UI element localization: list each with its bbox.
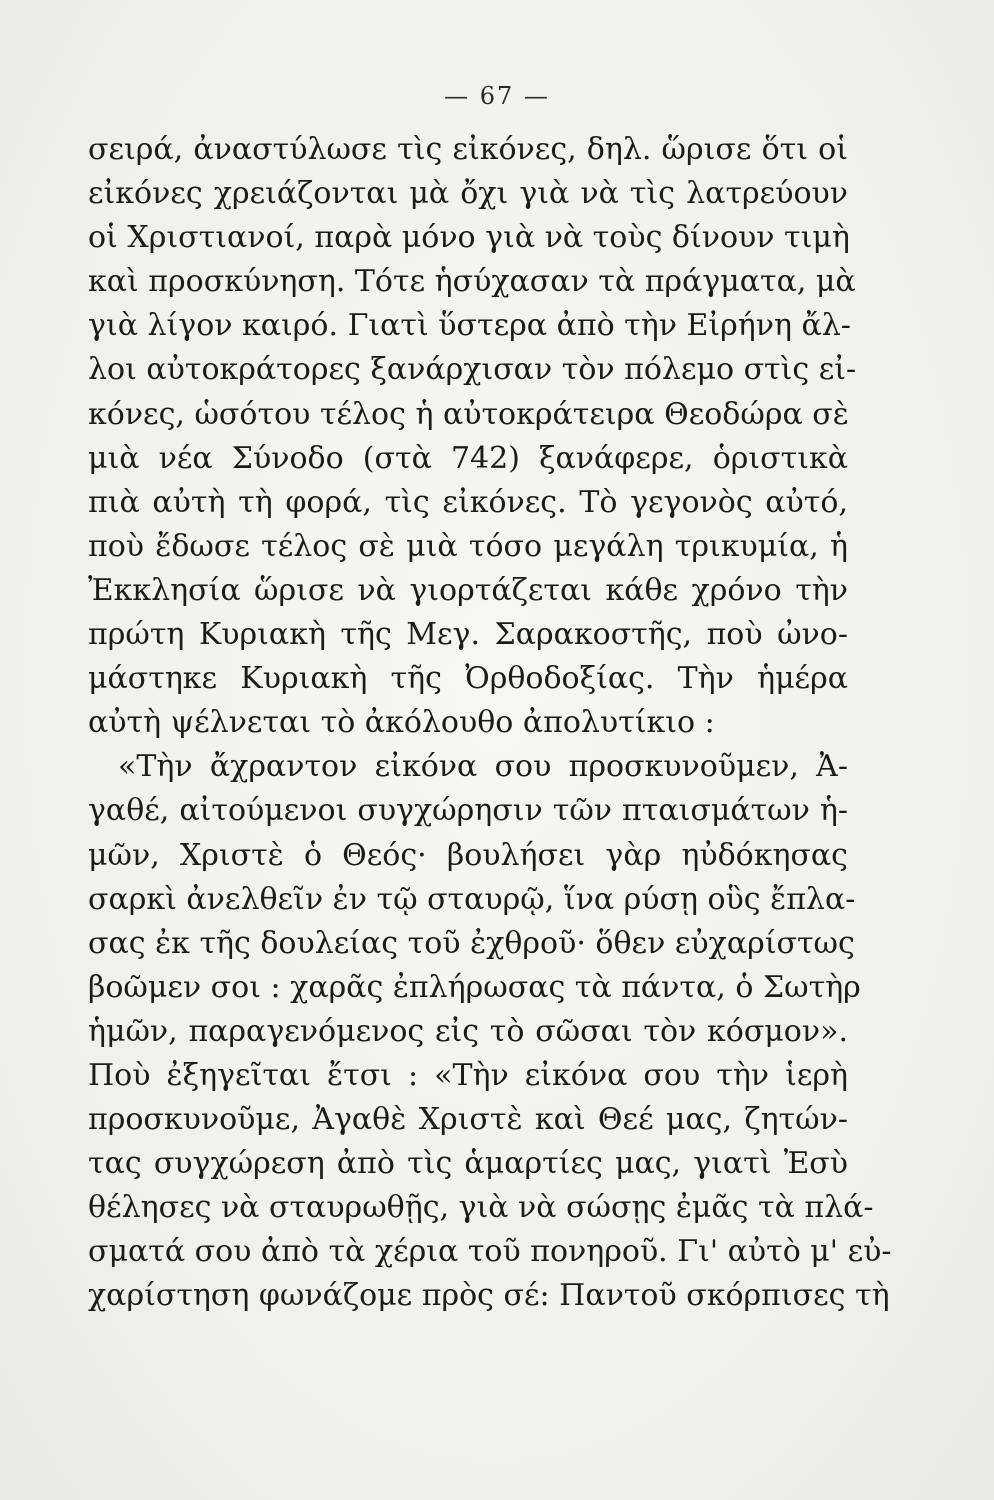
text-line: σαρκὶ ἀνελθεῖν ἐν τῷ σταυρῷ, ἵνα ρύσῃ οὓς ἔπλα-	[88, 881, 856, 917]
text-line: εἰκόνες χρειάζονται μὰ ὄχι γιὰ νὰ τὶς λατρεύουν	[88, 176, 848, 212]
text-line: ἡμῶν, παραγενόμενος εἰς τὸ σῶσαι τὸν κόσμον».	[88, 1013, 848, 1049]
text-line: «Τὴν ἄχραντον εἰκόνα σου προσκυνοῦμεν, Ἀ-	[118, 749, 848, 785]
text-line: κόνες, ὡσότου τέλος ἡ αὐτοκράτειρα Θεοδώρα σὲ	[88, 396, 849, 432]
text-line: μάστηκε Κυριακὴ τῆς Ὀρθοδοξίας. Τὴν ἡμέρα	[88, 661, 848, 697]
text-line: σας ἐκ τῆς δουλείας τοῦ ἐχθροῦ· ὅθεν εὐχαρίστως	[88, 925, 855, 961]
text-line: βοῶμεν σοι : χαρᾶς ἐπλήρωσας τὰ πάντα, ὁ Σωτὴρ	[88, 969, 861, 1005]
text-line: Ποὺ ἐξηγεῖται ἔτσι : «Τὴν εἰκόνα σου τὴν ἱερὴ	[88, 1057, 848, 1093]
text-line: καὶ προσκύνηση. Τότε ἡσύχασαν τὰ πράγματα, μὰ	[88, 264, 856, 300]
text-line: χαρίστηση φωνάζομε πρὸς σέ: Παντοῦ σκόρπισες τὴ	[88, 1278, 890, 1314]
text-line: αὐτὴ ψέλνεται τὸ ἀκόλουθο ἀπολυτίκιο :	[88, 705, 715, 741]
text-line: σειρά, ἀναστύλωσε τὶς εἰκόνες, δηλ. ὥρισε ὅτι οἱ	[88, 132, 848, 167]
text-line: πρώτη Κυριακὴ τῆς Μεγ. Σαρακοστῆς, ποὺ ὠνο-	[88, 617, 848, 653]
text-line: ποὺ ἔδωσε τέλος σὲ μιὰ τόσο μεγάλη τρικυμία, ἡ	[88, 528, 848, 564]
text-line: πιὰ αὐτὴ τὴ φορά, τὶς εἰκόνες. Τὸ γεγονὸς αὐτό,	[88, 484, 848, 520]
text-line: γιὰ λίγον καιρό. Γιατὶ ὕστερα ἀπὸ τὴν Εἰρήνη ἄλ-	[88, 308, 851, 344]
text-line: λοι αὐτοκράτορες ξανάρχισαν τὸν πόλεμο στὶς εἰ-	[88, 352, 857, 388]
text-line: προσκυνοῦμε, Ἀγαθὲ Χριστὲ καὶ Θεέ μας, ζητών-	[88, 1102, 848, 1138]
body-text	[88, 128, 892, 1319]
text-line: μῶν, Χριστὲ ὁ Θεός· βουλήσει γὰρ ηὐδόκησας	[88, 837, 848, 873]
text-line: σματά σου ἀπὸ τὰ χέρια τοῦ πονηροῦ. Γι' αὐτὸ μ' εὐ-	[88, 1234, 892, 1270]
text-line: μιὰ νέα Σύνοδο (στὰ 742) ξανάφερε, ὁριστικὰ	[88, 440, 848, 476]
page-number: — 67 —	[444, 82, 550, 110]
text-line: θέλησες νὰ σταυρωθῇς, γιὰ νὰ σώσῃς ἐμᾶς τὰ πλά-	[88, 1190, 874, 1226]
text-line: οἱ Χριστιανοί, παρὰ μόνο γιὰ νὰ τοὺς δίνουν τιμὴ	[88, 220, 850, 256]
text-line: Ἐκκλησία ὥρισε νὰ γιορτάζεται κάθε χρόνο τὴν	[88, 572, 848, 608]
text-line: τας συγχώρεση ἀπὸ τὶς ἁμαρτίες μας, γιατὶ Ἐσὺ	[88, 1146, 848, 1182]
text-line: γαθέ, αἰτούμενοι συγχώρησιν τῶν πταισμάτων ἡ-	[88, 793, 848, 829]
